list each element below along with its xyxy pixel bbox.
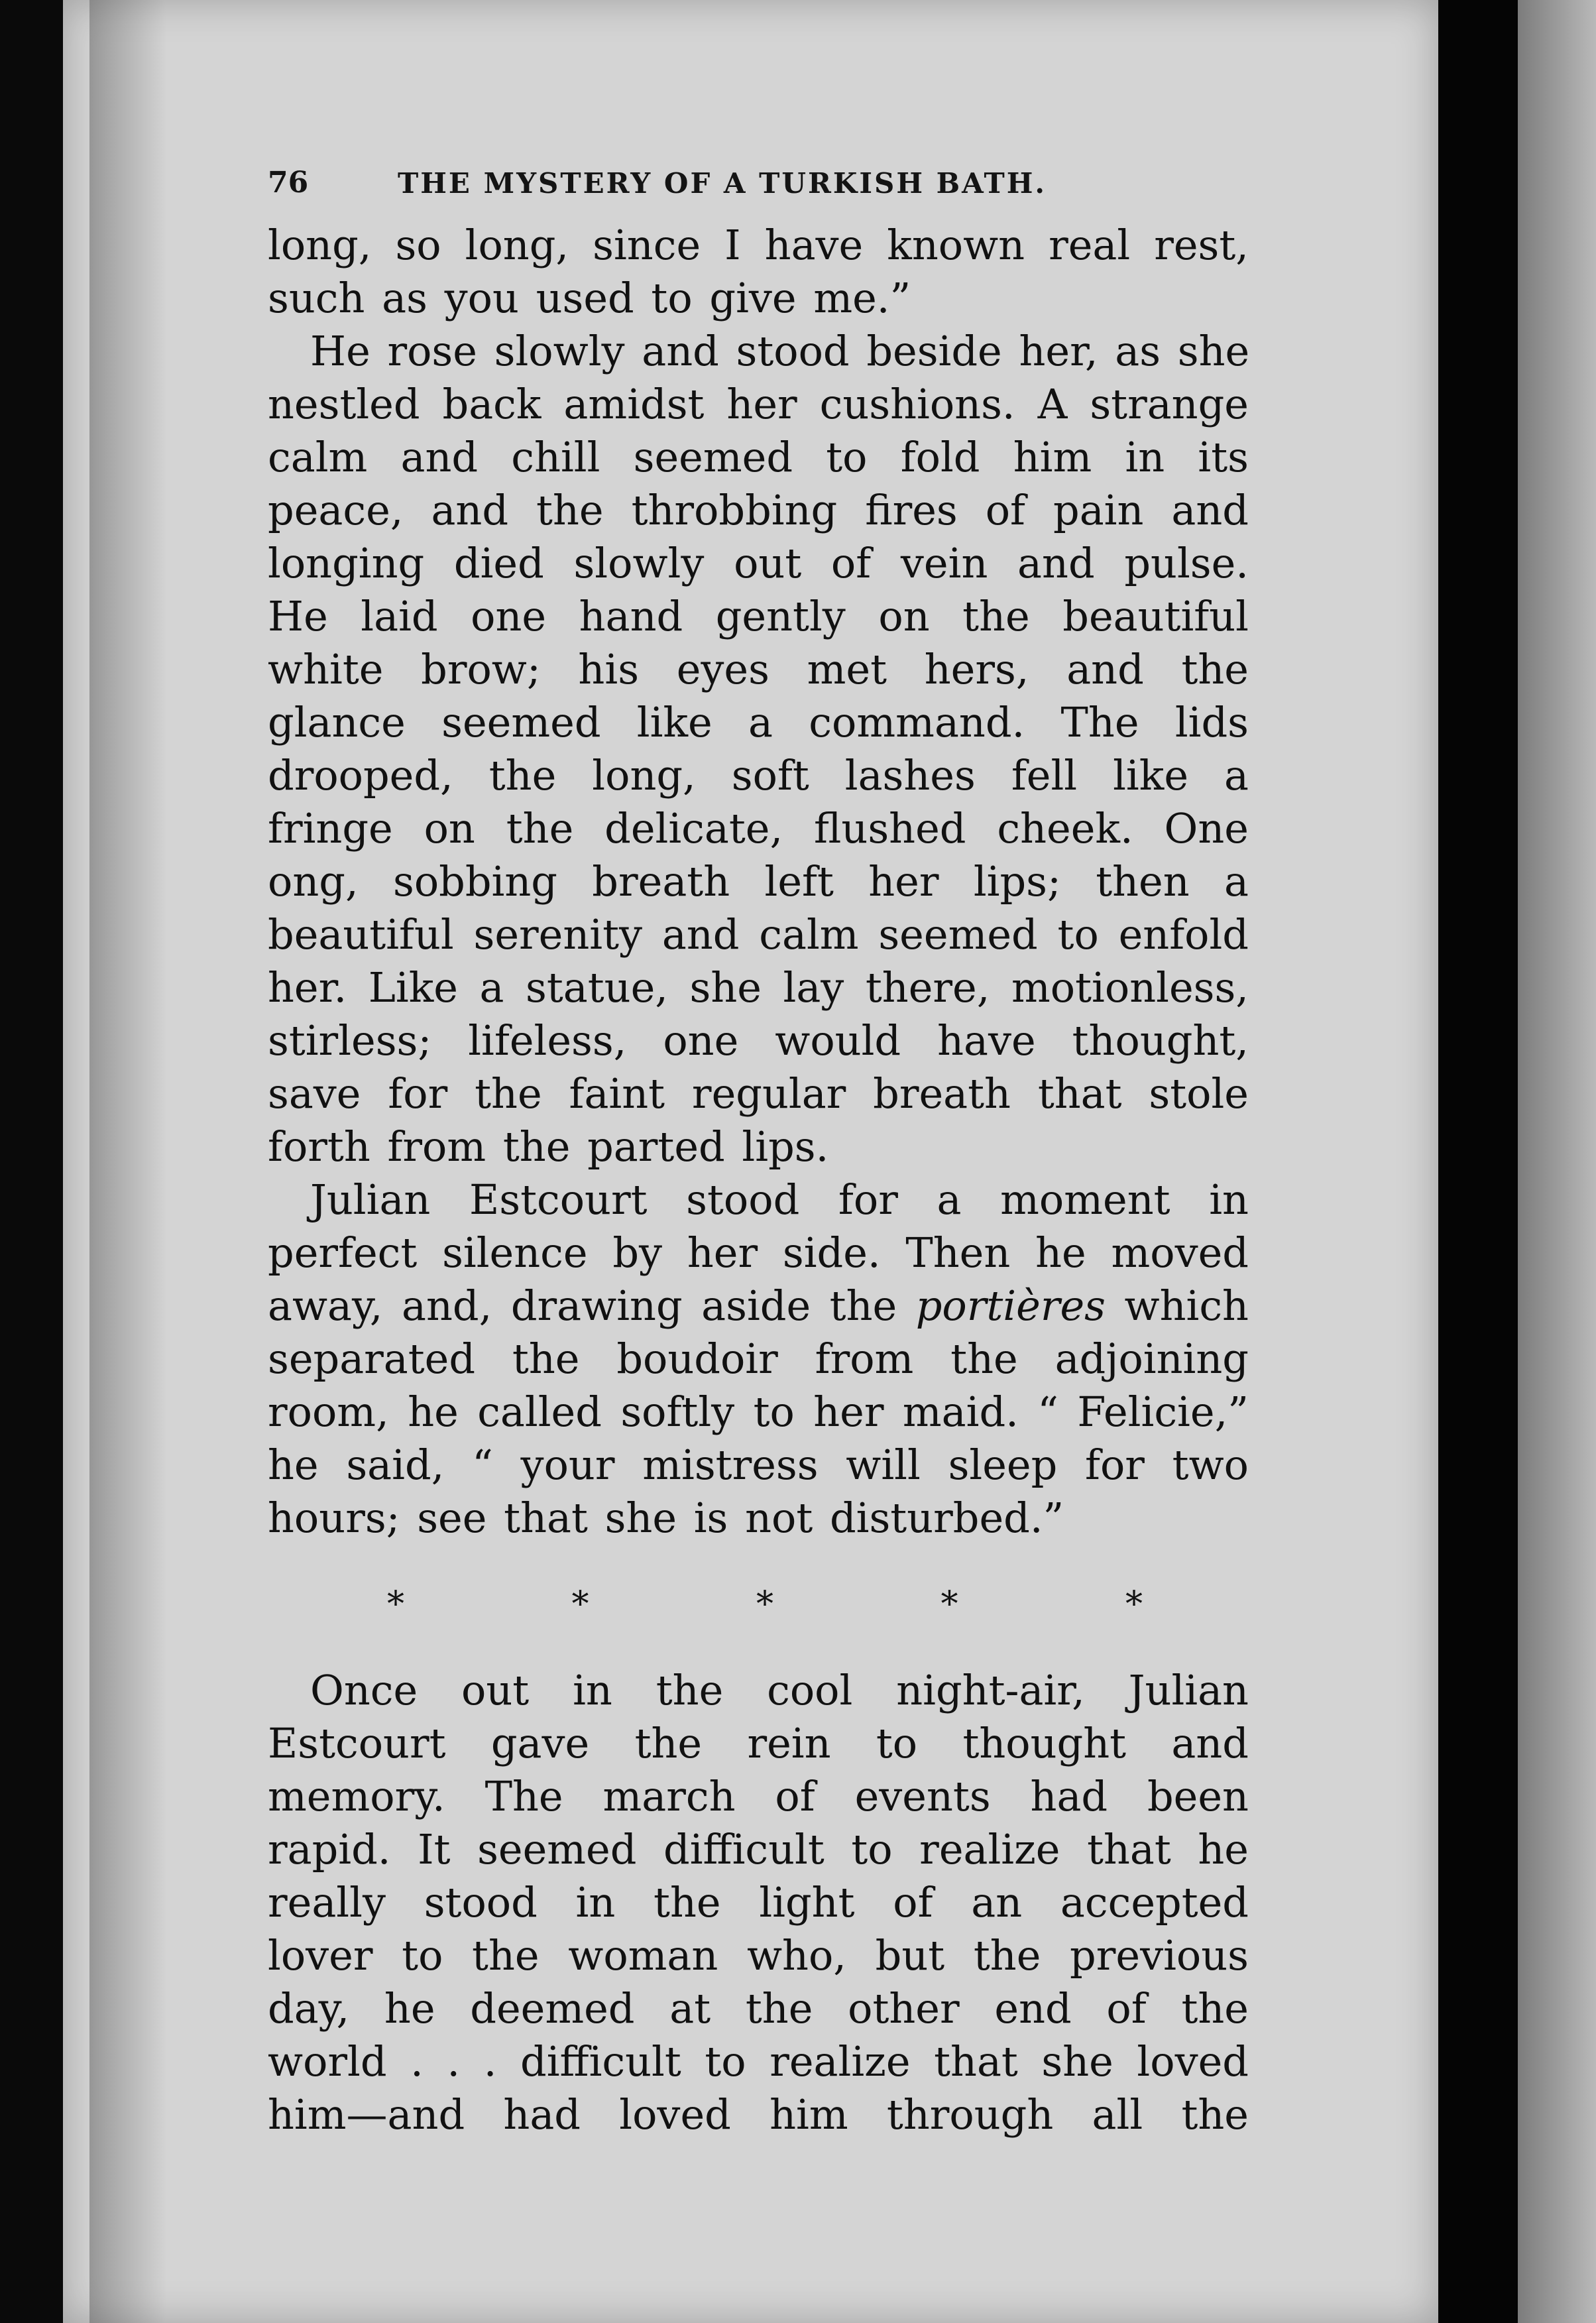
page-header <box>268 159 1110 206</box>
text-line: her. Like a statue, she lay there, motionless, <box>268 963 1249 1012</box>
text-line: hours; see that she is not disturbed.” <box>268 1494 1064 1542</box>
text-line: Estcourt gave the rein to thought and <box>268 1719 1249 1767</box>
paragraph-3 <box>268 1173 1249 1545</box>
text-line: fringe on the delicate, flushed cheek. One <box>268 804 1249 853</box>
separator-asterisk: * <box>1125 1584 1143 1624</box>
separator-asterisk: * <box>756 1584 773 1624</box>
text-line: separated the boudoir from the adjoining <box>268 1335 1249 1383</box>
text-line: Once out in the cool night-air, Julian <box>310 1666 1249 1714</box>
text-line: white brow; his eyes met hers, and the <box>268 645 1249 693</box>
text-line: He rose slowly and stood beside her, as she <box>310 327 1250 375</box>
text-line: save for the faint regular breath that stole <box>268 1069 1249 1118</box>
separator-asterisk: * <box>571 1584 589 1624</box>
page-number: 76 <box>268 166 309 200</box>
text-line: rapid. It seemed difficult to realize that he <box>268 1825 1249 1874</box>
text-line: Julian Estcourt stood for a moment in <box>310 1175 1249 1224</box>
text-line: He laid one hand gently on the beautiful <box>268 592 1249 640</box>
separator-asterisk: * <box>940 1584 958 1624</box>
text-line: drooped, the long, soft lashes fell like a <box>268 751 1249 800</box>
text-line: he said, “ your mistress will sleep for two <box>268 1441 1249 1489</box>
running-head: THE MYSTERY OF A TURKISH BATH. <box>398 167 1047 200</box>
body-text <box>268 219 1249 2141</box>
text-line: world . . . difficult to realize that she loved <box>268 2037 1249 2086</box>
text-line: longing died slowly out of vein and pulse. <box>268 539 1249 587</box>
separator-asterisk: * <box>387 1584 404 1624</box>
paragraph-4 <box>268 1664 1249 2141</box>
text-line: such as you used to give me.” <box>268 274 911 322</box>
text-line: ong, sobbing breath left her lips; then a <box>268 857 1249 906</box>
text-line-with-italic <box>268 1280 1249 1333</box>
text-line: really stood in the light of an accepted <box>268 1878 1249 1927</box>
text-line: forth from the parted lips. <box>268 1122 829 1171</box>
italic-word: portières <box>915 1281 1106 1330</box>
text-line: peace, and the throbbing fires of pain and <box>268 486 1249 534</box>
text-line: day, he deemed at the other end of the <box>268 1984 1249 2033</box>
text-line: lover to the woman who, but the previous <box>268 1931 1249 1980</box>
text-line: perfect silence by her side. Then he moved <box>268 1228 1249 1277</box>
text-line: long, so long, since I have known real rest, <box>268 221 1249 269</box>
next-page-edge <box>1518 0 1596 2323</box>
book-gutter <box>1438 0 1518 2323</box>
text-line: room, he called softly to her maid. “ Felicie,” <box>268 1388 1249 1436</box>
text-line: him—and had loved him through all the <box>268 2090 1249 2139</box>
text-line: nestled back amidst her cushions. A strange <box>268 380 1249 428</box>
text-line: glance seemed like a command. The lids <box>268 698 1249 746</box>
text-line: beautiful serenity and calm seemed to enfold <box>268 910 1249 959</box>
text-line: memory. The march of events had been <box>268 1772 1249 1820</box>
text-fragment: which <box>1105 1281 1249 1330</box>
text-line: calm and chill seemed to fold him in its <box>268 433 1249 481</box>
scan-left-edge <box>0 0 63 2323</box>
text-fragment: away, and, drawing aside the <box>268 1281 916 1330</box>
paragraph-2 <box>268 325 1249 1173</box>
page-fold-shadow <box>89 0 166 2323</box>
text-line: stirless; lifeless, one would have thought, <box>268 1016 1249 1065</box>
paragraph-1 <box>268 219 1249 325</box>
section-separator <box>387 1584 1143 1624</box>
